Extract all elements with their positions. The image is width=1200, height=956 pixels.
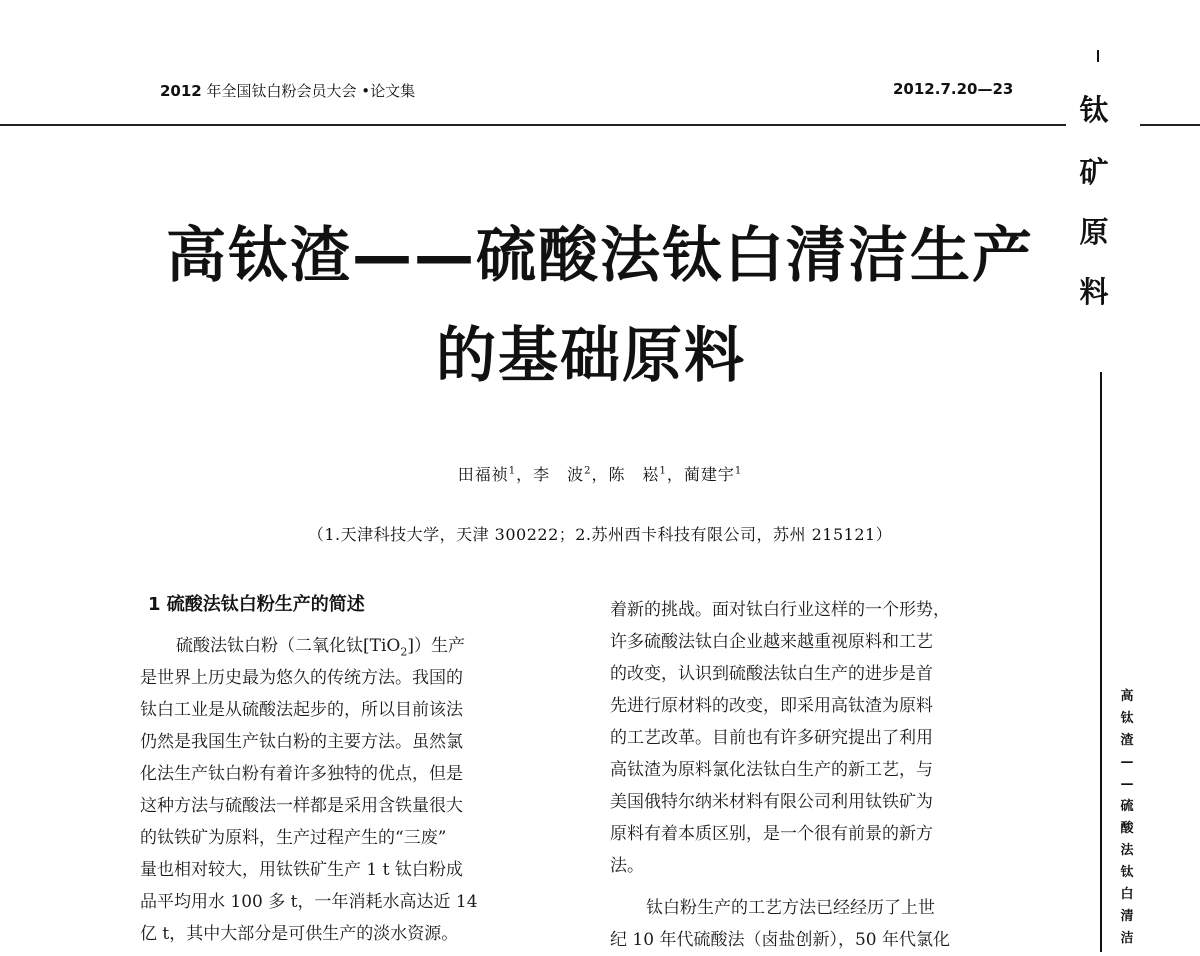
body-column-right xyxy=(610,594,1026,956)
text-line: 高钛渣为原料氯化法钛白生产的新工艺，与 xyxy=(610,760,933,780)
side-tab-char: 矿 xyxy=(1079,155,1109,189)
right-column-lines xyxy=(610,594,1026,882)
side-title-char: 白 xyxy=(1120,887,1134,902)
text-line: 是世界上历史最为悠久的传统方法。我国的 xyxy=(140,668,463,688)
text-line: 美国俄特尔纳米材料有限公司利用钛铁矿为 xyxy=(610,792,933,812)
text-line: 这种方法与硫酸法一样都是采用含铁量很大 xyxy=(140,796,463,816)
side-tab-char: 料 xyxy=(1079,275,1109,309)
author-affiliation-mark: 1 xyxy=(734,465,743,477)
affiliation: （1.天津科技大学，天津 300222；2.苏州西卡科技有限公司，苏州 215121） xyxy=(307,525,893,544)
paper-title-line-1: 高钛渣——硫酸法钛白清洁生产 xyxy=(166,221,1034,291)
section-heading: 1 硫酸法钛白粉生产的简述 xyxy=(148,594,365,615)
tab-tick-mark xyxy=(1097,50,1099,62)
paper-title-line-2: 的基础原料 xyxy=(436,321,746,391)
author-separator: ， xyxy=(666,465,684,484)
text-line: 先进行原材料的改变，即采用高钛渣为原料 xyxy=(610,696,933,716)
running-header-date: 2012.7.20—23 xyxy=(893,80,1014,98)
left-column-lines xyxy=(140,662,560,950)
text-line: 仍然是我国生产钛白粉的主要方法。虽然氯 xyxy=(140,732,463,752)
header-conference: 年全国钛白粉会员大会 •论文集 xyxy=(201,82,416,100)
side-title-char: 高 xyxy=(1120,689,1134,704)
text-line: 原料有着本质区别，是一个很有前景的新方 xyxy=(610,824,933,844)
side-title-char: 硫 xyxy=(1120,799,1134,814)
text-line: 的工艺改革。目前也有许多研究提出了利用 xyxy=(610,728,933,748)
text-line: 量也相对较大，用钛铁矿生产 1 t 钛白粉成 xyxy=(140,860,463,880)
text-run: ]）生产 xyxy=(407,636,465,656)
header-year: 2012 xyxy=(160,82,202,100)
text-line: 法。 xyxy=(610,856,644,876)
header-rule-right xyxy=(1140,124,1200,126)
side-tab-rule xyxy=(1100,372,1102,952)
author-name: 陈 崧 xyxy=(608,465,660,484)
side-tab-char: 原 xyxy=(1079,215,1109,249)
side-title-char: 清 xyxy=(1120,909,1134,924)
body-column-left xyxy=(140,630,560,950)
text-line: 纪 10 年代硫酸法（卤盐创新），50 年代氯化 xyxy=(610,930,950,950)
text-line: 钛白工业是从硫酸法起步的，所以目前该法 xyxy=(140,700,463,720)
author-affiliation-mark: 1 xyxy=(508,465,517,477)
side-running-title xyxy=(1116,686,1138,950)
author-name: 李 波 xyxy=(533,465,585,484)
side-title-char: 渣 xyxy=(1120,733,1134,748)
author-separator: ， xyxy=(516,465,534,484)
author-list xyxy=(0,462,1200,485)
paragraph-first-line xyxy=(140,630,560,662)
side-title-char: — xyxy=(1120,755,1134,770)
text-line: 许多硫酸法钛白企业越来越重视原料和工艺 xyxy=(610,632,933,652)
side-tab-char: 钛 xyxy=(1079,93,1109,127)
text-line: 的改变，认识到硫酸法钛白生产的进步是首 xyxy=(610,664,933,684)
side-title-char: 洁 xyxy=(1120,931,1134,946)
text-line: 着新的挑战。面对钛白行业这样的一个形势， xyxy=(610,600,950,620)
author-affiliation-mark: 1 xyxy=(659,465,667,477)
running-header-left xyxy=(160,80,415,101)
side-title-char: — xyxy=(1120,777,1134,792)
text-line: 品平均用水 100 多 t，一年消耗水高达近 14 xyxy=(140,892,478,912)
right-column-paragraph-2 xyxy=(610,892,1026,956)
text-line: 化法生产钛白粉有着许多独特的优点，但是 xyxy=(140,764,463,784)
author-separator: ， xyxy=(591,465,609,484)
text-run: 硫酸法钛白粉（二氧化钛[TiO xyxy=(176,636,401,656)
text-line: 钛白粉生产的工艺方法已经经历了上世 xyxy=(646,898,935,918)
header-rule xyxy=(0,124,1066,126)
text-line: 亿 t，其中大部分是可供生产的淡水资源。 xyxy=(140,924,459,944)
subscript: 2 xyxy=(400,645,408,659)
side-title-char: 法 xyxy=(1120,843,1134,858)
side-title-char: 钛 xyxy=(1120,711,1134,726)
author-name: 田福祯 xyxy=(457,465,509,484)
author-name: 蔺建宇 xyxy=(683,465,735,484)
author-affiliation-mark: 2 xyxy=(584,465,592,477)
text-line: 的钛铁矿为原料，生产过程产生的“三废” xyxy=(140,828,447,848)
side-title-char: 钛 xyxy=(1120,865,1134,880)
side-title-char: 酸 xyxy=(1120,821,1134,836)
